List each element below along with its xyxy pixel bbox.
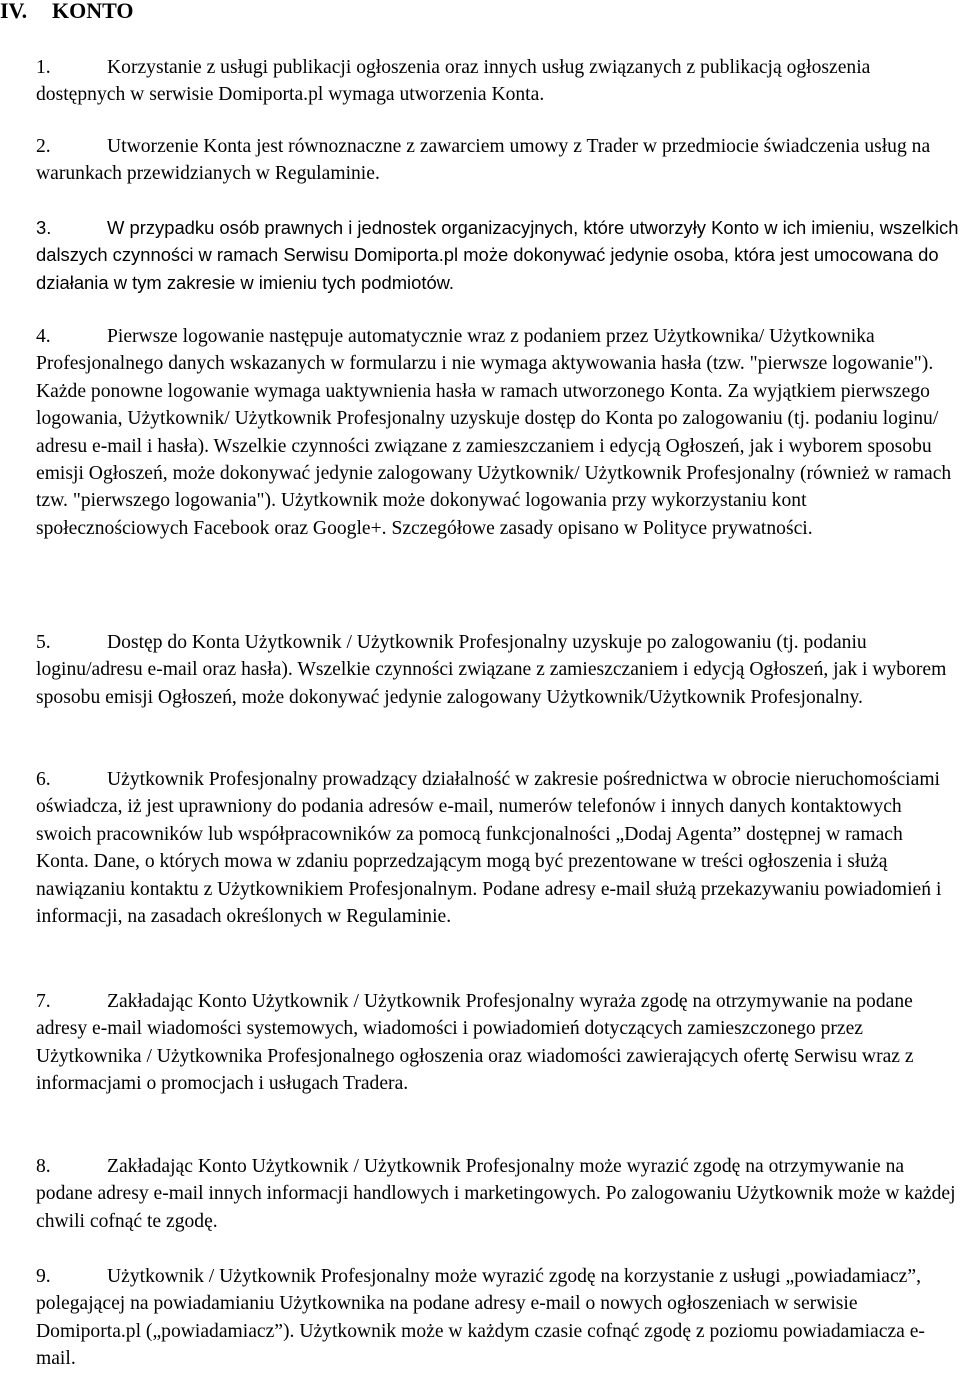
paragraph-3	[36, 214, 960, 296]
paragraph-number: 7.	[36, 991, 51, 1012]
section-number: IV.	[0, 0, 28, 23]
paragraph-number: 8.	[36, 1156, 51, 1177]
paragraph-text: Pierwsze logowanie następuje automatycznie wraz z podaniem przez Użytkownika/ Użytkownika Profesjonalnego danych wskazanych w formularzu i nie wymaga aktywowania hasła (tzw. "pierwsze logowanie"). Każde ponowne logowanie wymaga uaktywnienia hasła w ramach utworzonego Konta. Za wyjątkiem pierwszego logowania, Użytkownik/ Użytkownik Profesjonalny uzyskuje dostęp do Konta po zalogowaniu (tj. podaniu loginu/ adresu e-mail i hasła). Wszelkie czynności związane z zamieszczaniem i edycją Ogłoszeń, jak i wyborem sposobu emisji Ogłoszeń, może dokonywać jedynie zalogowany Użytkownik/ Użytkownik Profesjonalny (również w ramach tzw. "pierwszego logowania"). Użytkownik może dokonywać logowania przy wykorzystaniu kont społecznościowych Facebook oraz Google+. Szczegółowe zasady opisano w Polityce prywatności.	[36, 326, 952, 539]
paragraph-text: Użytkownik / Użytkownik Profesjonalny może wyrazić zgodę na korzystanie z usługi „powiadamiacz”, polegającej na powiadamianiu Użytkownika na podane adresy e-mail o nowych ogłoszeniach w serwisie Domiporta.pl („powiadamiacz”). Użytkownik może w każdym czasie cofnąć zgodę z poziomu powiadamiacza e-mail.	[36, 1266, 925, 1370]
paragraph-number: 5.	[36, 632, 51, 653]
section-title: KONTO	[52, 0, 134, 23]
paragraph-number: 3.	[36, 217, 52, 238]
paragraph-text: Utworzenie Konta jest równoznaczne z zawarciem umowy z Trader w przedmiocie świadczenia usług na warunkach przewidzianych w Regulaminie.	[36, 136, 931, 185]
paragraph-4	[36, 323, 960, 542]
paragraph-text: Zakładając Konto Użytkownik / Użytkownik Profesjonalny wyraża zgodę na otrzymywanie na podane adresy e-mail wiadomości systemowych, wiadomości i powiadomień dotyczących zamieszczonego przez Użytkownika / Użytkownika Profesjonalnego ogłoszenia oraz wiadomości zawierających ofertę Serwisu wraz z informacjami o promocjach i usługach Tradera.	[36, 991, 914, 1095]
paragraph-5	[36, 629, 960, 711]
paragraph-number: 4.	[36, 326, 51, 347]
paragraph-text: W przypadku osób prawnych i jednostek organizacyjnych, które utworzyły Konto w ich imieniu, wszelkich dalszych czynności w ramach Serwisu Domiporta.pl może dokonywać jedynie osoba, która jest umocowana do działania w tym zakresie w imieniu tych podmiotów.	[36, 217, 959, 293]
paragraph-1	[36, 54, 960, 109]
paragraph-text: Dostęp do Konta Użytkownik / Użytkownik Profesjonalny uzyskuje po zalogowaniu (tj. podaniu loginu/adresu e-mail oraz hasła). Wszelkie czynności związane z zamieszczaniem i edycją Ogłoszeń, jak i wyborem sposobu emisji Ogłoszeń, może dokonywać jedynie zalogowany Użytkownik/Użytkownik Profesjonalny.	[36, 632, 947, 708]
section-heading	[0, 0, 134, 24]
paragraph-text: Zakładając Konto Użytkownik / Użytkownik Profesjonalny może wyrazić zgodę na otrzymywanie na podane adresy e-mail innych informacji handlowych i marketingowych. Po zalogowaniu Użytkownik może w każdej chwili cofnąć te zgodę.	[36, 1156, 956, 1232]
paragraph-number: 2.	[36, 136, 51, 157]
paragraph-6	[36, 766, 960, 930]
paragraph-number: 9.	[36, 1266, 51, 1287]
paragraph-text: Użytkownik Profesjonalny prowadzący działalność w zakresie pośrednictwa w obrocie nieruchomościami oświadcza, iż jest uprawniony do podania adresów e-mail, numerów telefonów i innych danych kontaktowych swoich pracowników lub współpracowników za pomocą funkcjonalności „Dodaj Agenta” dostępnej w ramach Konta. Dane, o których mowa w zdaniu poprzedzającym mogą być prezentowane w treści ogłoszenia i służą nawiązaniu kontaktu z Użytkownikiem Profesjonalnym. Podane adresy e-mail służą przekazywaniu powiadomień i informacji, na zasadach określonych w Regulaminie.	[36, 769, 942, 928]
paragraph-8	[36, 1153, 960, 1235]
paragraph-9	[36, 1263, 960, 1373]
paragraph-number: 1.	[36, 57, 51, 78]
paragraph-text: Korzystanie z usługi publikacji ogłoszenia oraz innych usług związanych z publikacją ogłoszenia dostępnych w serwisie Domiporta.pl wymaga utworzenia Konta.	[36, 57, 871, 106]
paragraph-2	[36, 133, 960, 188]
paragraph-7	[36, 988, 960, 1098]
paragraph-number: 6.	[36, 769, 51, 790]
